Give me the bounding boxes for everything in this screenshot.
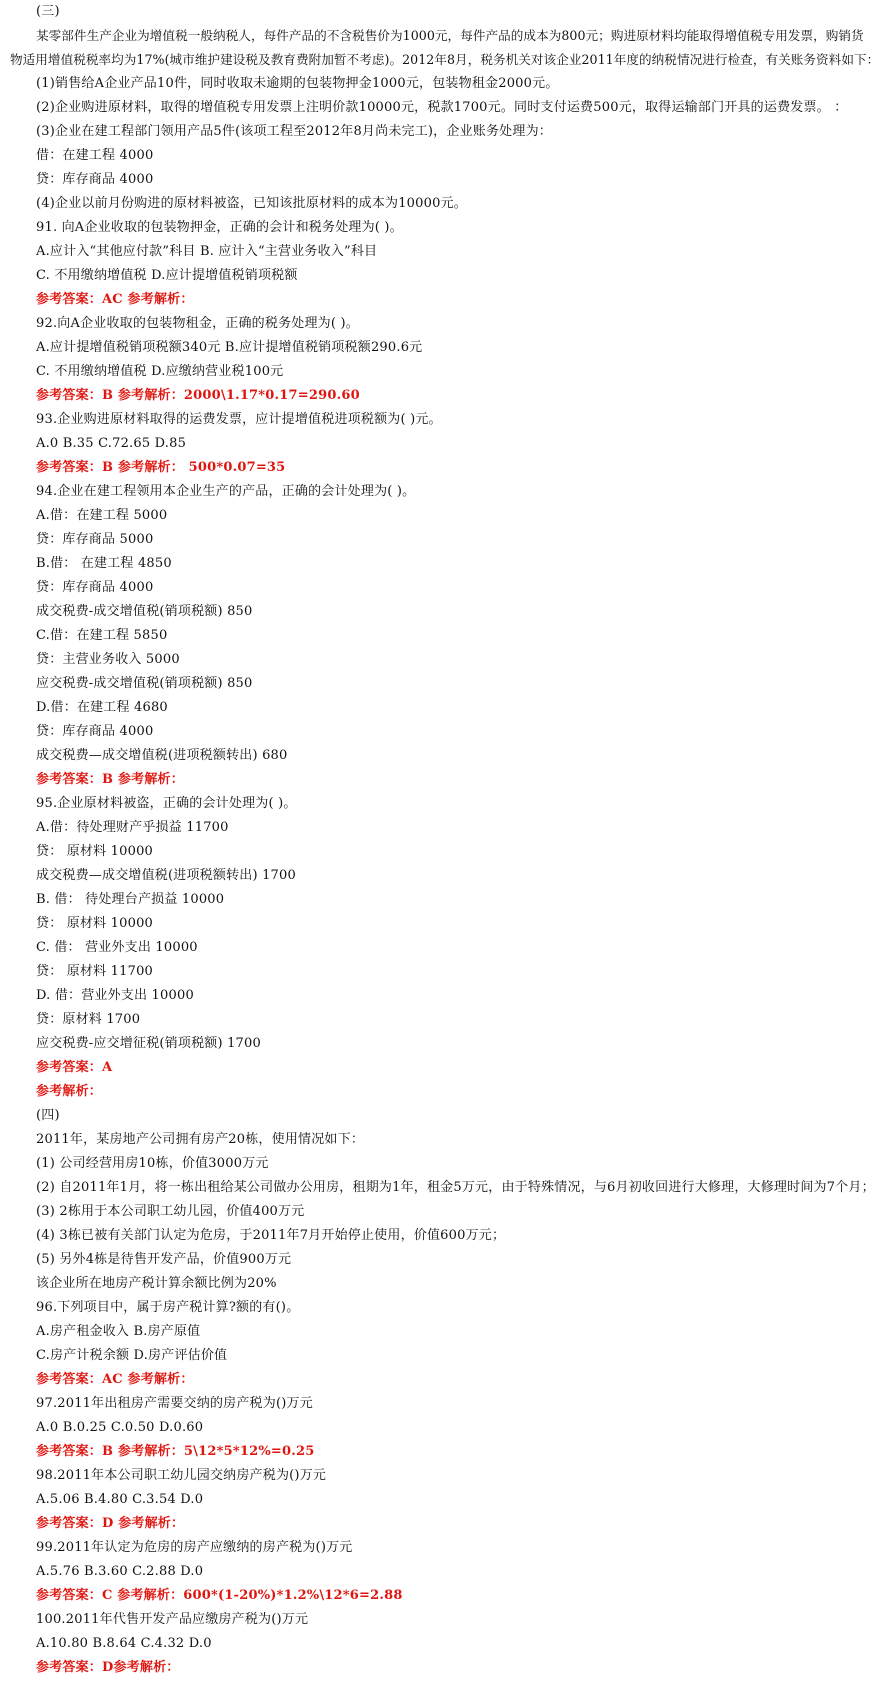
text-line: 2011年，某房地产公司拥有房产20栋，使用情况如下：	[36, 1132, 365, 1147]
answer-line: 参考答案：AC 参考解析：	[36, 292, 194, 307]
text-line: (3)企业在建工程部门领用产品5件(该项工程至2012年8月尚未完工)，企业账务处理为：	[36, 124, 552, 139]
text-line: C.房产计税余额 D.房产评估价值	[36, 1348, 228, 1363]
text-line: A.5.06 B.4.80 C.3.54 D.0	[36, 1492, 204, 1507]
text-line: 97.2011年出租房产需要交纳的房产税为()万元	[36, 1396, 313, 1411]
text-line: (4)企业以前月份购进的原材料被盗，已知该批原材料的成本为10000元。	[36, 196, 467, 211]
answer-line: 参考答案：B 参考解析： 500*0.07=35	[36, 460, 286, 475]
text-line: 91. 向A企业收取的包装物押金，正确的会计和税务处理为( )。	[36, 220, 403, 235]
text-line: C. 不用缴纳增值税 D.应计提增值税销项税额	[36, 268, 298, 283]
text-line: (三)	[36, 4, 60, 19]
answer-line: 参考答案：D参考解析：	[36, 1660, 180, 1675]
text-line: 贷： 原材料 11700	[36, 964, 154, 979]
text-line: 贷：原材料 1700	[36, 1012, 141, 1027]
text-line: 物适用增值税税率均为17%(城市维护建设税及教育费附加暂不考虑)。2012年8月，税务机关对该企业2011年度的纳税情况进行检查，有关账务资料如下：	[10, 52, 880, 67]
text-line: B.借： 在建工程 4850	[36, 556, 172, 571]
text-line: A.借：待处理财产乎损益 11700	[36, 820, 229, 835]
text-line: 贷：库存商品 4000	[36, 172, 154, 187]
text-line: 贷：主营业务收入 5000	[36, 652, 180, 667]
text-line: 100.2011年代售开发产品应缴房产税为()万元	[36, 1612, 309, 1627]
text-line: (3) 2栋用于本公司职工幼儿园，价值400万元	[36, 1204, 305, 1219]
text-line: A.房产租金收入 B.房产原值	[36, 1324, 201, 1339]
text-line: (2)企业购进原材料，取得的增值税专用发票上注明价款10000元，税款1700元。同时支付运费500元，取得运输部门开具的运费发票。 ：	[36, 100, 848, 115]
answer-line: 参考答案：B 参考解析：2000\1.17*0.17=290.60	[36, 388, 360, 403]
text-line: 94.企业在建工程领用本企业生产的产品，正确的会计处理为( )。	[36, 484, 416, 499]
answer-line: 参考答案：B 参考解析：5\12*5*12%=0.25	[36, 1444, 315, 1459]
text-line: 贷： 原材料 10000	[36, 916, 154, 931]
text-line: A.借：在建工程 5000	[36, 508, 168, 523]
text-line: 贷：库存商品 5000	[36, 532, 154, 547]
text-line: 借：在建工程 4000	[36, 148, 154, 163]
text-line: A.5.76 B.3.60 C.2.88 D.0	[36, 1564, 204, 1579]
answer-line: 参考答案：C 参考解析：600*(1-20%)*1.2%\12*6=2.88	[36, 1588, 403, 1603]
text-line: 贷：库存商品 4000	[36, 580, 154, 595]
answer-line: 参考答案：AC 参考解析：	[36, 1372, 194, 1387]
text-line: 95.企业原材料被盗，正确的会计处理为( )。	[36, 796, 297, 811]
text-line: 贷：库存商品 4000	[36, 724, 154, 739]
text-line: 98.2011年本公司职工幼儿园交纳房产税为()万元	[36, 1468, 327, 1483]
text-line: (1)销售给A企业产品10件，同时收取未逾期的包装物押金1000元，包装物租金2000元。	[36, 76, 559, 91]
text-line: 成交税费—成交增值税(进项税额转出) 1700	[36, 868, 296, 883]
text-line: 93.企业购进原材料取得的运费发票，应计提增值税进项税额为( )元。	[36, 412, 442, 427]
answer-line: 参考答案：D 参考解析：	[36, 1516, 185, 1531]
text-line: 99.2011年认定为危房的房产应缴纳的房产税为()万元	[36, 1540, 353, 1555]
text-line: C. 借： 营业外支出 10000	[36, 940, 198, 955]
text-line: 某零部件生产企业为增值税一般纳税人，每件产品的不含税售价为1000元，每件产品的成本为800元；购进原材料均能取得增值税专用发票，购销货	[36, 28, 864, 43]
text-line: D. 借：营业外支出 10000	[36, 988, 194, 1003]
text-line: D.借：在建工程 4680	[36, 700, 168, 715]
text-line: 成交税费-成交增值税(销项税额) 850	[36, 604, 253, 619]
text-line: A.应计提增值税销项税额340元 B.应计提增值税销项税额290.6元	[36, 340, 423, 355]
text-line: A.0 B.0.25 C.0.50 D.0.60	[36, 1420, 204, 1435]
text-line: A.应计入“其他应付款”科目 B. 应计入“主营业务收入”科目	[36, 244, 378, 259]
text-line: A.10.80 B.8.64 C.4.32 D.0	[36, 1636, 212, 1651]
answer-line: 参考解析：	[36, 1084, 103, 1099]
text-line: 成交税费—成交增值税(进项税额转出) 680	[36, 748, 288, 763]
answer-line: 参考答案：B 参考解析：	[36, 772, 184, 787]
text-line: (四)	[36, 1108, 60, 1123]
text-line: 96.下列项目中，属于房产税计算?额的有()。	[36, 1300, 300, 1315]
text-line: 92.向A企业收取的包装物租金，正确的税务处理为( )。	[36, 316, 359, 331]
answer-line: 参考答案：A	[36, 1060, 113, 1075]
text-line: (5) 另外4栋是待售开发产品，价值900万元	[36, 1252, 292, 1267]
text-line: 应交税费-应交增征税(销项税额) 1700	[36, 1036, 261, 1051]
text-line: C.借：在建工程 5850	[36, 628, 168, 643]
text-line: (2) 自2011年1月，将一栋出租给某公司做办公用房，租期为1年，租金5万元，由于特殊情况，与6月初收回进行大修理，大修理时间为7个月；	[36, 1180, 875, 1195]
text-line: (1) 公司经营用房10栋，价值3000万元	[36, 1156, 269, 1171]
text-line: (4) 3栋已被有关部门认定为危房，于2011年7月开始停止使用，价值600万元；	[36, 1228, 506, 1243]
text-line: C. 不用缴纳增值税 D.应缴纳营业税100元	[36, 364, 284, 379]
text-line: 该企业所在地房产税计算余额比例为20%	[36, 1276, 277, 1291]
text-line: 贷： 原材料 10000	[36, 844, 154, 859]
text-line: A.0 B.35 C.72.65 D.85	[36, 436, 187, 451]
text-line: 应交税费-成交增值税(销项税额) 850	[36, 676, 253, 691]
text-line: B. 借： 待处理台产损益 10000	[36, 892, 225, 907]
